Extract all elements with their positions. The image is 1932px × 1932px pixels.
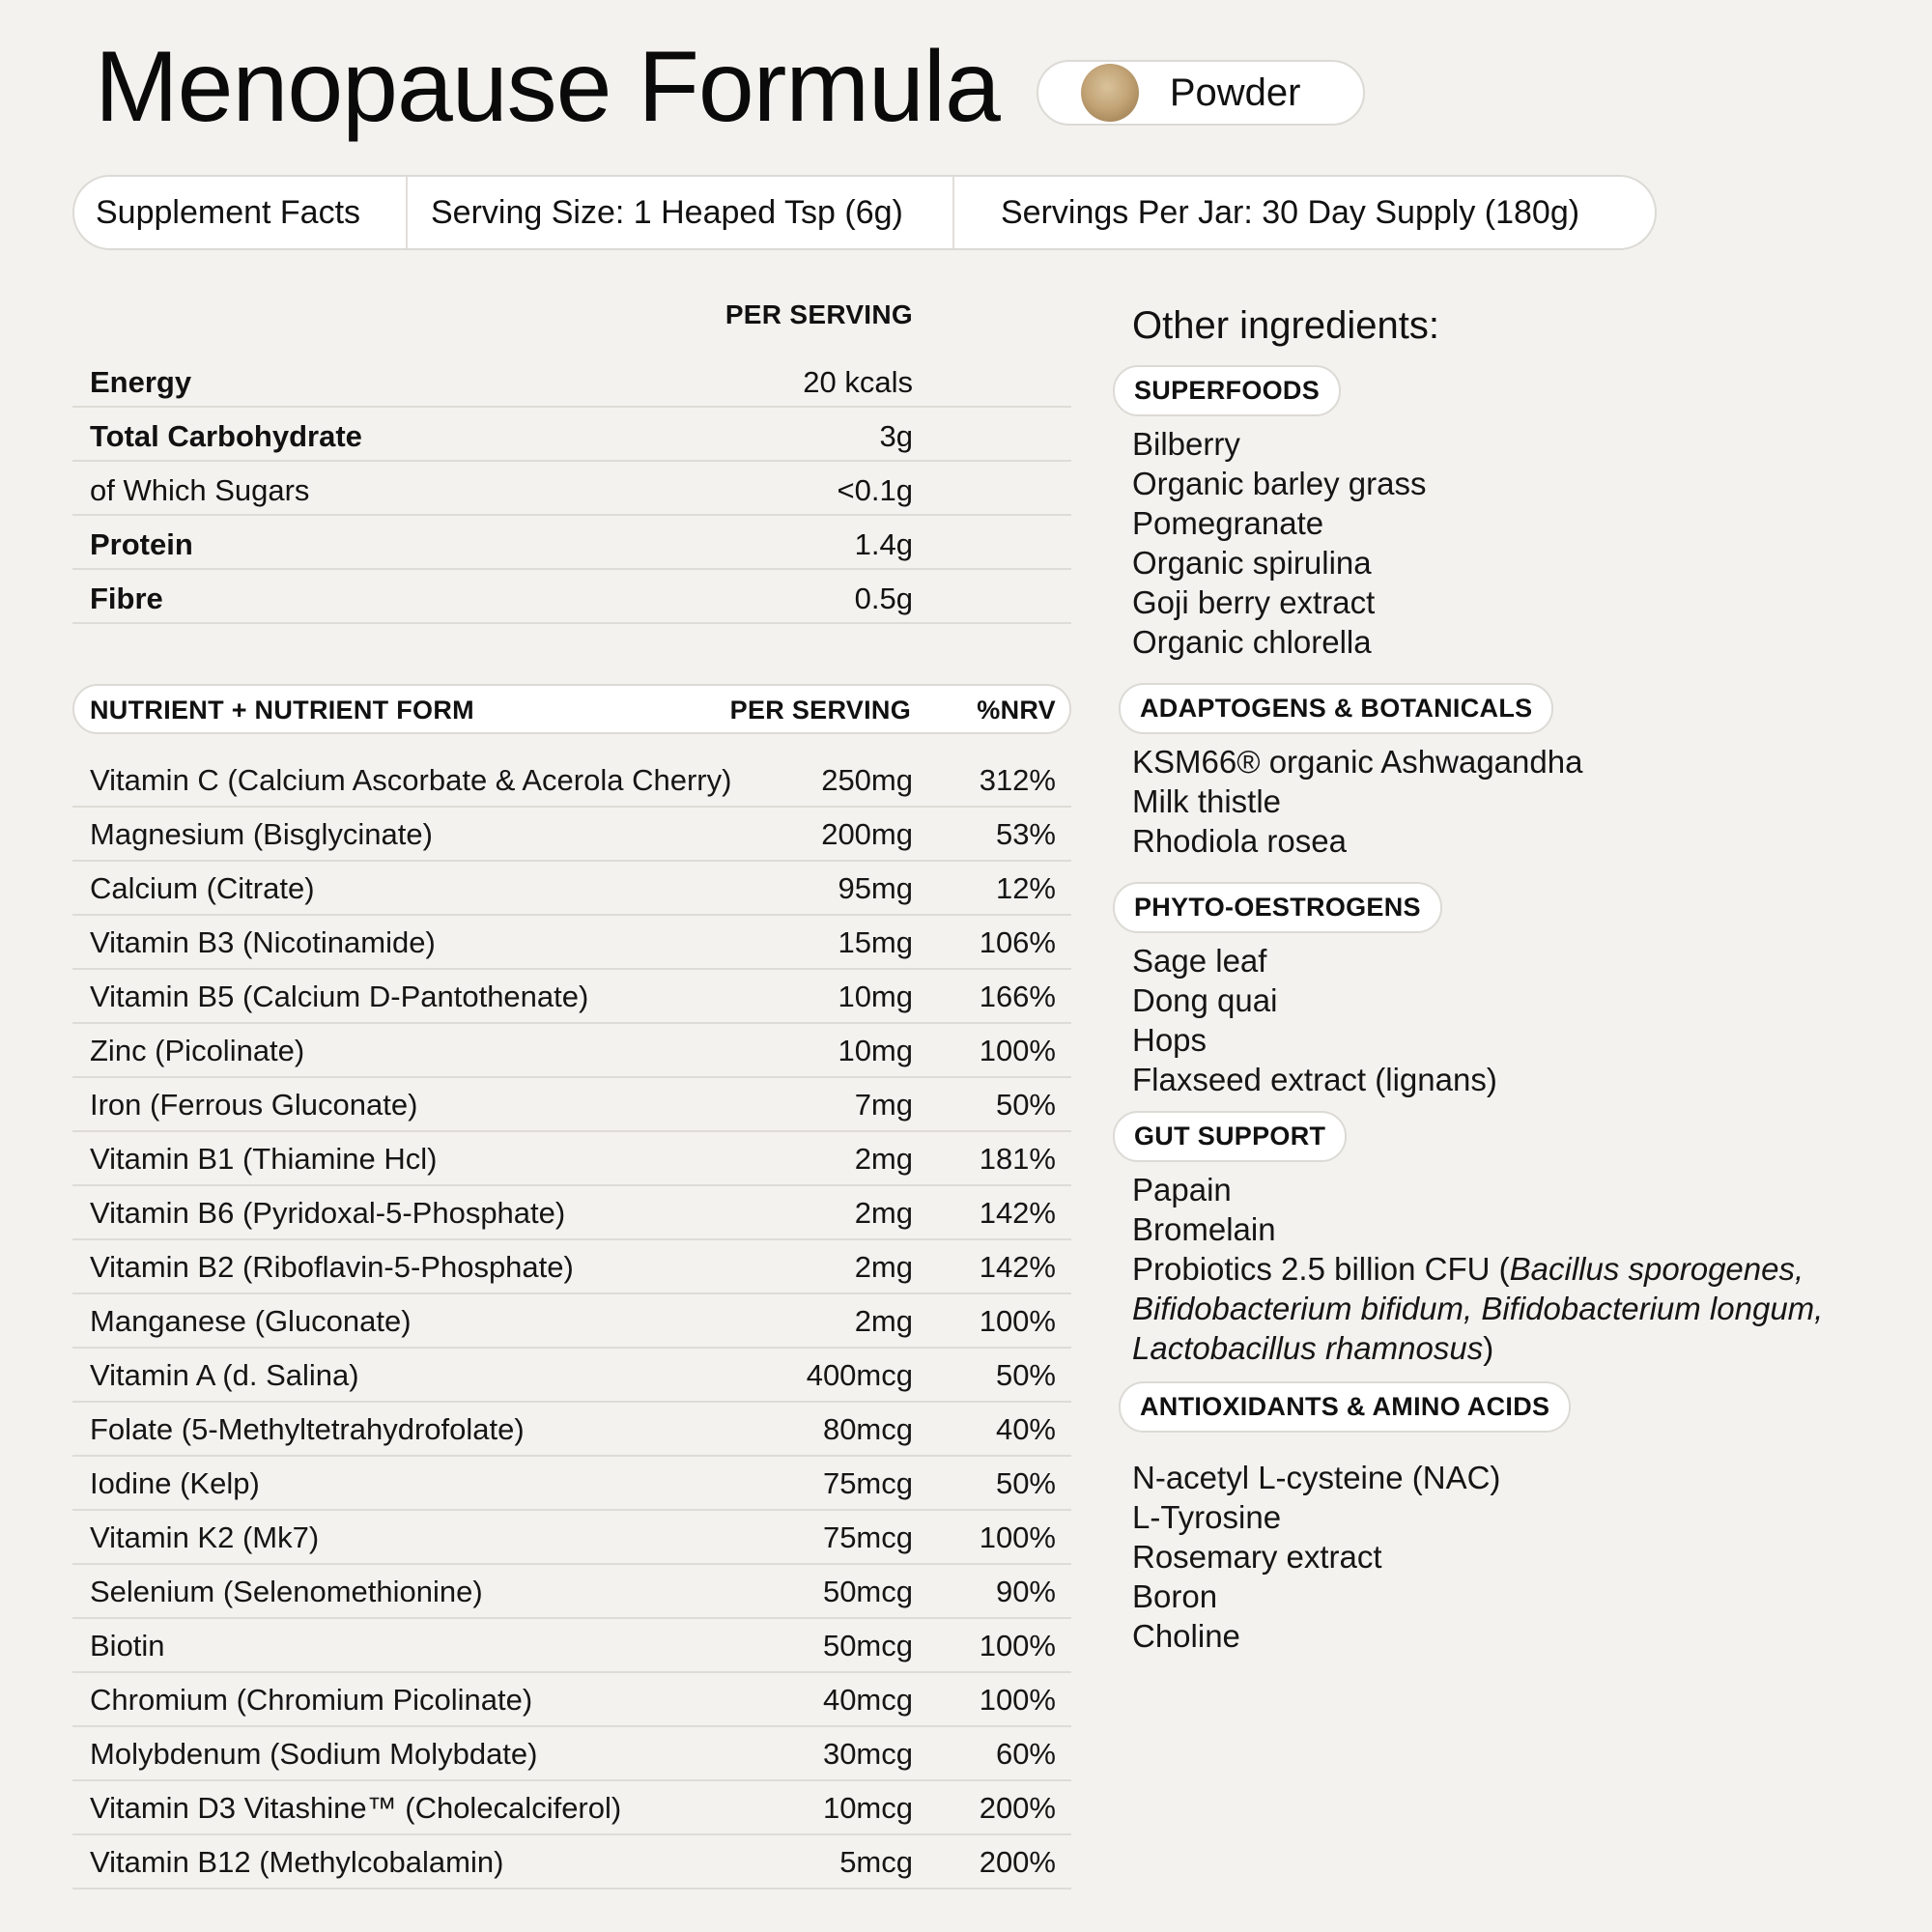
macro-name: of Which Sugars — [90, 473, 310, 507]
nutrient-nrv: 100% — [979, 1683, 1056, 1717]
ingredient-item: Dong quai — [1132, 982, 1278, 1018]
nutrient-name: Calcium (Citrate) — [90, 871, 315, 905]
ingredient-item: KSM66® organic Ashwagandha — [1132, 744, 1583, 780]
nutrient-name: Vitamin D3 Vitashine™ (Cholecalciferol) — [90, 1791, 622, 1825]
table-row — [72, 1457, 1071, 1511]
nutrient-nrv: 200% — [979, 1845, 1056, 1879]
nutrient-nrv: 181% — [979, 1142, 1056, 1176]
nutrient-nrv: 312% — [979, 763, 1056, 797]
nutrient-amount: 2mg — [854, 1142, 913, 1176]
per-serving-column-heading: PER SERVING — [729, 696, 911, 724]
group-label: GUT SUPPORT — [1113, 1111, 1347, 1162]
other-ingredients-column — [1113, 304, 1886, 1656]
nutrient-nrv: 100% — [979, 1304, 1056, 1338]
group-label: ANTIOXIDANTS & AMINO ACIDS — [1119, 1381, 1571, 1433]
nutrient-name: Iron (Ferrous Gluconate) — [90, 1088, 418, 1122]
table-row — [72, 1349, 1071, 1403]
table-row — [72, 1835, 1071, 1889]
nutrient-name: Vitamin B1 (Thiamine Hcl) — [90, 1142, 438, 1176]
macro-value: 0.5g — [854, 582, 913, 615]
macros-header — [72, 290, 1071, 338]
title-row — [95, 31, 1365, 143]
nutrient-name: Molybdenum (Sodium Molybdate) — [90, 1737, 538, 1771]
nutrient-nrv: 100% — [979, 1520, 1056, 1554]
nutrient-name: Zinc (Picolinate) — [90, 1034, 305, 1067]
macro-name: Energy — [90, 365, 192, 399]
nutrient-name: Selenium (Selenomethionine) — [90, 1575, 483, 1608]
powder-icon — [1081, 64, 1139, 122]
nutrient-nrv: 50% — [995, 1088, 1056, 1122]
nutrition-column — [72, 290, 1071, 1889]
group-superfoods — [1113, 365, 1886, 662]
ingredient-item: Organic chlorella — [1132, 624, 1372, 660]
nutrient-amount: 75mcg — [822, 1466, 913, 1500]
per-serving-heading: PER SERVING — [724, 299, 913, 329]
nutrient-name: Biotin — [90, 1629, 165, 1662]
nutrient-name: Chromium (Chromium Picolinate) — [90, 1683, 533, 1717]
macros-table — [72, 354, 1071, 624]
table-row — [72, 1781, 1071, 1835]
ingredient-item: Pomegranate — [1132, 505, 1324, 541]
macro-value: 20 kcals — [803, 365, 913, 399]
nutrient-nrv: 50% — [995, 1358, 1056, 1392]
nutrient-name: Manganese (Gluconate) — [90, 1304, 412, 1338]
table-row — [72, 1511, 1071, 1565]
table-row — [72, 1619, 1071, 1673]
page-title: Menopause Formula — [95, 31, 1000, 143]
nutrient-amount: 2mg — [854, 1304, 913, 1338]
other-ingredients-title: Other ingredients: — [1132, 304, 1439, 347]
nutrient-name: Folate (5-Methyltetrahydrofolate) — [90, 1412, 525, 1446]
nutrient-amount: 50mcg — [822, 1629, 913, 1662]
nutrient-amount: 95mg — [838, 871, 913, 905]
nutrient-nrv: 60% — [995, 1737, 1056, 1771]
ingredient-item: Organic spirulina — [1132, 545, 1372, 581]
ingredient-item: Organic barley grass — [1132, 466, 1427, 501]
supplement-facts-label: Supplement Facts — [74, 177, 408, 248]
serving-size: Serving Size: 1 Heaped Tsp (6g) — [408, 177, 954, 248]
nutrient-nrv: 40% — [995, 1412, 1056, 1446]
nutrient-name: Magnesium (Bisglycinate) — [90, 817, 433, 851]
nutrient-amount: 400mcg — [806, 1358, 913, 1392]
macro-value: 1.4g — [854, 527, 913, 561]
ingredient-item: Choline — [1132, 1618, 1240, 1654]
nutrient-name: Iodine (Kelp) — [90, 1466, 260, 1500]
nutrient-name: Vitamin B2 (Riboflavin-5-Phosphate) — [90, 1250, 574, 1284]
nutrient-amount: 7mg — [854, 1088, 913, 1122]
table-row — [72, 1186, 1071, 1240]
nutrient-nrv: 53% — [995, 817, 1056, 851]
nutrient-amount: 2mg — [854, 1196, 913, 1230]
ingredient-item: Sage leaf — [1132, 943, 1267, 979]
nutrient-name: Vitamin B3 (Nicotinamide) — [90, 925, 436, 959]
table-row — [72, 862, 1071, 916]
table-row — [72, 1132, 1071, 1186]
table-row — [72, 1078, 1071, 1132]
group-label: ADAPTOGENS & BOTANICALS — [1119, 683, 1553, 734]
table-row — [72, 1727, 1071, 1781]
nutrient-column-heading: NUTRIENT + NUTRIENT FORM — [90, 696, 474, 724]
macro-name: Fibre — [90, 582, 163, 615]
nutrient-table-header — [72, 684, 1071, 734]
ingredient-item: Rosemary extract — [1132, 1539, 1382, 1575]
nutrient-nrv: 50% — [995, 1466, 1056, 1500]
nutrient-amount: 10mg — [838, 1034, 913, 1067]
group-gut-support — [1113, 1111, 1886, 1368]
nutrient-amount: 5mcg — [839, 1845, 913, 1879]
ingredient-item: N-acetyl L-cysteine (NAC) — [1132, 1460, 1501, 1495]
nutrient-name: Vitamin C (Calcium Ascorbate & Acerola Cherry) — [90, 763, 732, 797]
nutrient-nrv: 100% — [979, 1034, 1056, 1067]
table-row — [72, 1294, 1071, 1349]
macro-value: <0.1g — [837, 473, 913, 507]
nutrient-name: Vitamin K2 (Mk7) — [90, 1520, 320, 1554]
supplement-facts-bar — [72, 175, 1657, 250]
nutrient-nrv: 90% — [995, 1575, 1056, 1608]
nutrient-amount: 40mcg — [822, 1683, 913, 1717]
nutrient-amount: 80mcg — [822, 1412, 913, 1446]
nutrient-nrv: 12% — [995, 871, 1056, 905]
macro-name: Protein — [90, 527, 193, 561]
servings-per-jar: Servings Per Jar: 30 Day Supply (180g) — [1001, 193, 1580, 231]
table-row — [72, 1565, 1071, 1619]
nrv-column-heading: %NRV — [977, 696, 1056, 724]
group-label: SUPERFOODS — [1113, 365, 1341, 416]
ingredient-item: Bilberry — [1132, 426, 1240, 462]
nutrient-nrv: 142% — [979, 1250, 1056, 1284]
nutrient-nrv: 106% — [979, 925, 1056, 959]
table-row — [72, 808, 1071, 862]
ingredient-item: Rhodiola rosea — [1132, 823, 1347, 859]
nutrient-name: Vitamin B5 (Calcium D-Pantothenate) — [90, 980, 589, 1013]
nutrient-name: Vitamin B6 (Pyridoxal-5-Phosphate) — [90, 1196, 566, 1230]
ingredient-item: Papain — [1132, 1172, 1232, 1208]
ingredient-item: L-Tyrosine — [1132, 1499, 1282, 1535]
format-badge — [1037, 60, 1365, 126]
group-label: PHYTO-OESTROGENS — [1113, 882, 1442, 933]
group-antioxidants — [1113, 1381, 1886, 1656]
ingredient-item: Probiotics 2.5 billion CFU (Bacillus sporogenes, Bifidobacterium bifidum, Bifidobacterium longum, Lactobacillus rhamnosus) — [1132, 1251, 1824, 1366]
nutrient-amount: 200mg — [821, 817, 913, 851]
table-row — [72, 1403, 1071, 1457]
nutrient-nrv: 100% — [979, 1629, 1056, 1662]
nutrient-amount: 50mcg — [822, 1575, 913, 1608]
table-row — [72, 1240, 1071, 1294]
format-label: Powder — [1169, 71, 1301, 114]
table-row — [72, 354, 1071, 408]
ingredient-item: Milk thistle — [1132, 783, 1282, 819]
table-row — [72, 970, 1071, 1024]
nutrient-name: Vitamin B12 (Methylcobalamin) — [90, 1845, 504, 1879]
nutrient-amount: 250mg — [821, 763, 913, 797]
ingredient-item: Bromelain — [1132, 1211, 1276, 1247]
macro-value: 3g — [879, 419, 913, 453]
nutrient-amount: 30mcg — [822, 1737, 913, 1771]
macro-name: Total Carbohydrate — [90, 419, 362, 453]
nutrient-name: Vitamin A (d. Salina) — [90, 1358, 359, 1392]
group-adaptogens — [1113, 683, 1886, 861]
nutrient-amount: 15mg — [838, 925, 913, 959]
ingredient-item: Goji berry extract — [1132, 584, 1376, 620]
table-row — [72, 916, 1071, 970]
group-phyto-oestrogens — [1113, 882, 1886, 1099]
table-row — [72, 408, 1071, 462]
table-row — [72, 1024, 1071, 1078]
table-row — [72, 516, 1071, 570]
nutrient-amount: 10mcg — [822, 1791, 913, 1825]
nutrient-amount: 2mg — [854, 1250, 913, 1284]
nutrient-nrv: 166% — [979, 980, 1056, 1013]
table-row — [72, 570, 1071, 624]
nutrient-nrv: 142% — [979, 1196, 1056, 1230]
nutrient-nrv: 200% — [979, 1791, 1056, 1825]
ingredient-item: Boron — [1132, 1578, 1218, 1614]
nutrient-amount: 75mcg — [822, 1520, 913, 1554]
table-row — [72, 1673, 1071, 1727]
ingredient-item: Hops — [1132, 1022, 1208, 1058]
table-row — [72, 753, 1071, 808]
nutrient-table — [72, 753, 1071, 1889]
nutrient-amount: 10mg — [838, 980, 913, 1013]
table-row — [72, 462, 1071, 516]
ingredient-item: Flaxseed extract (lignans) — [1132, 1062, 1497, 1097]
